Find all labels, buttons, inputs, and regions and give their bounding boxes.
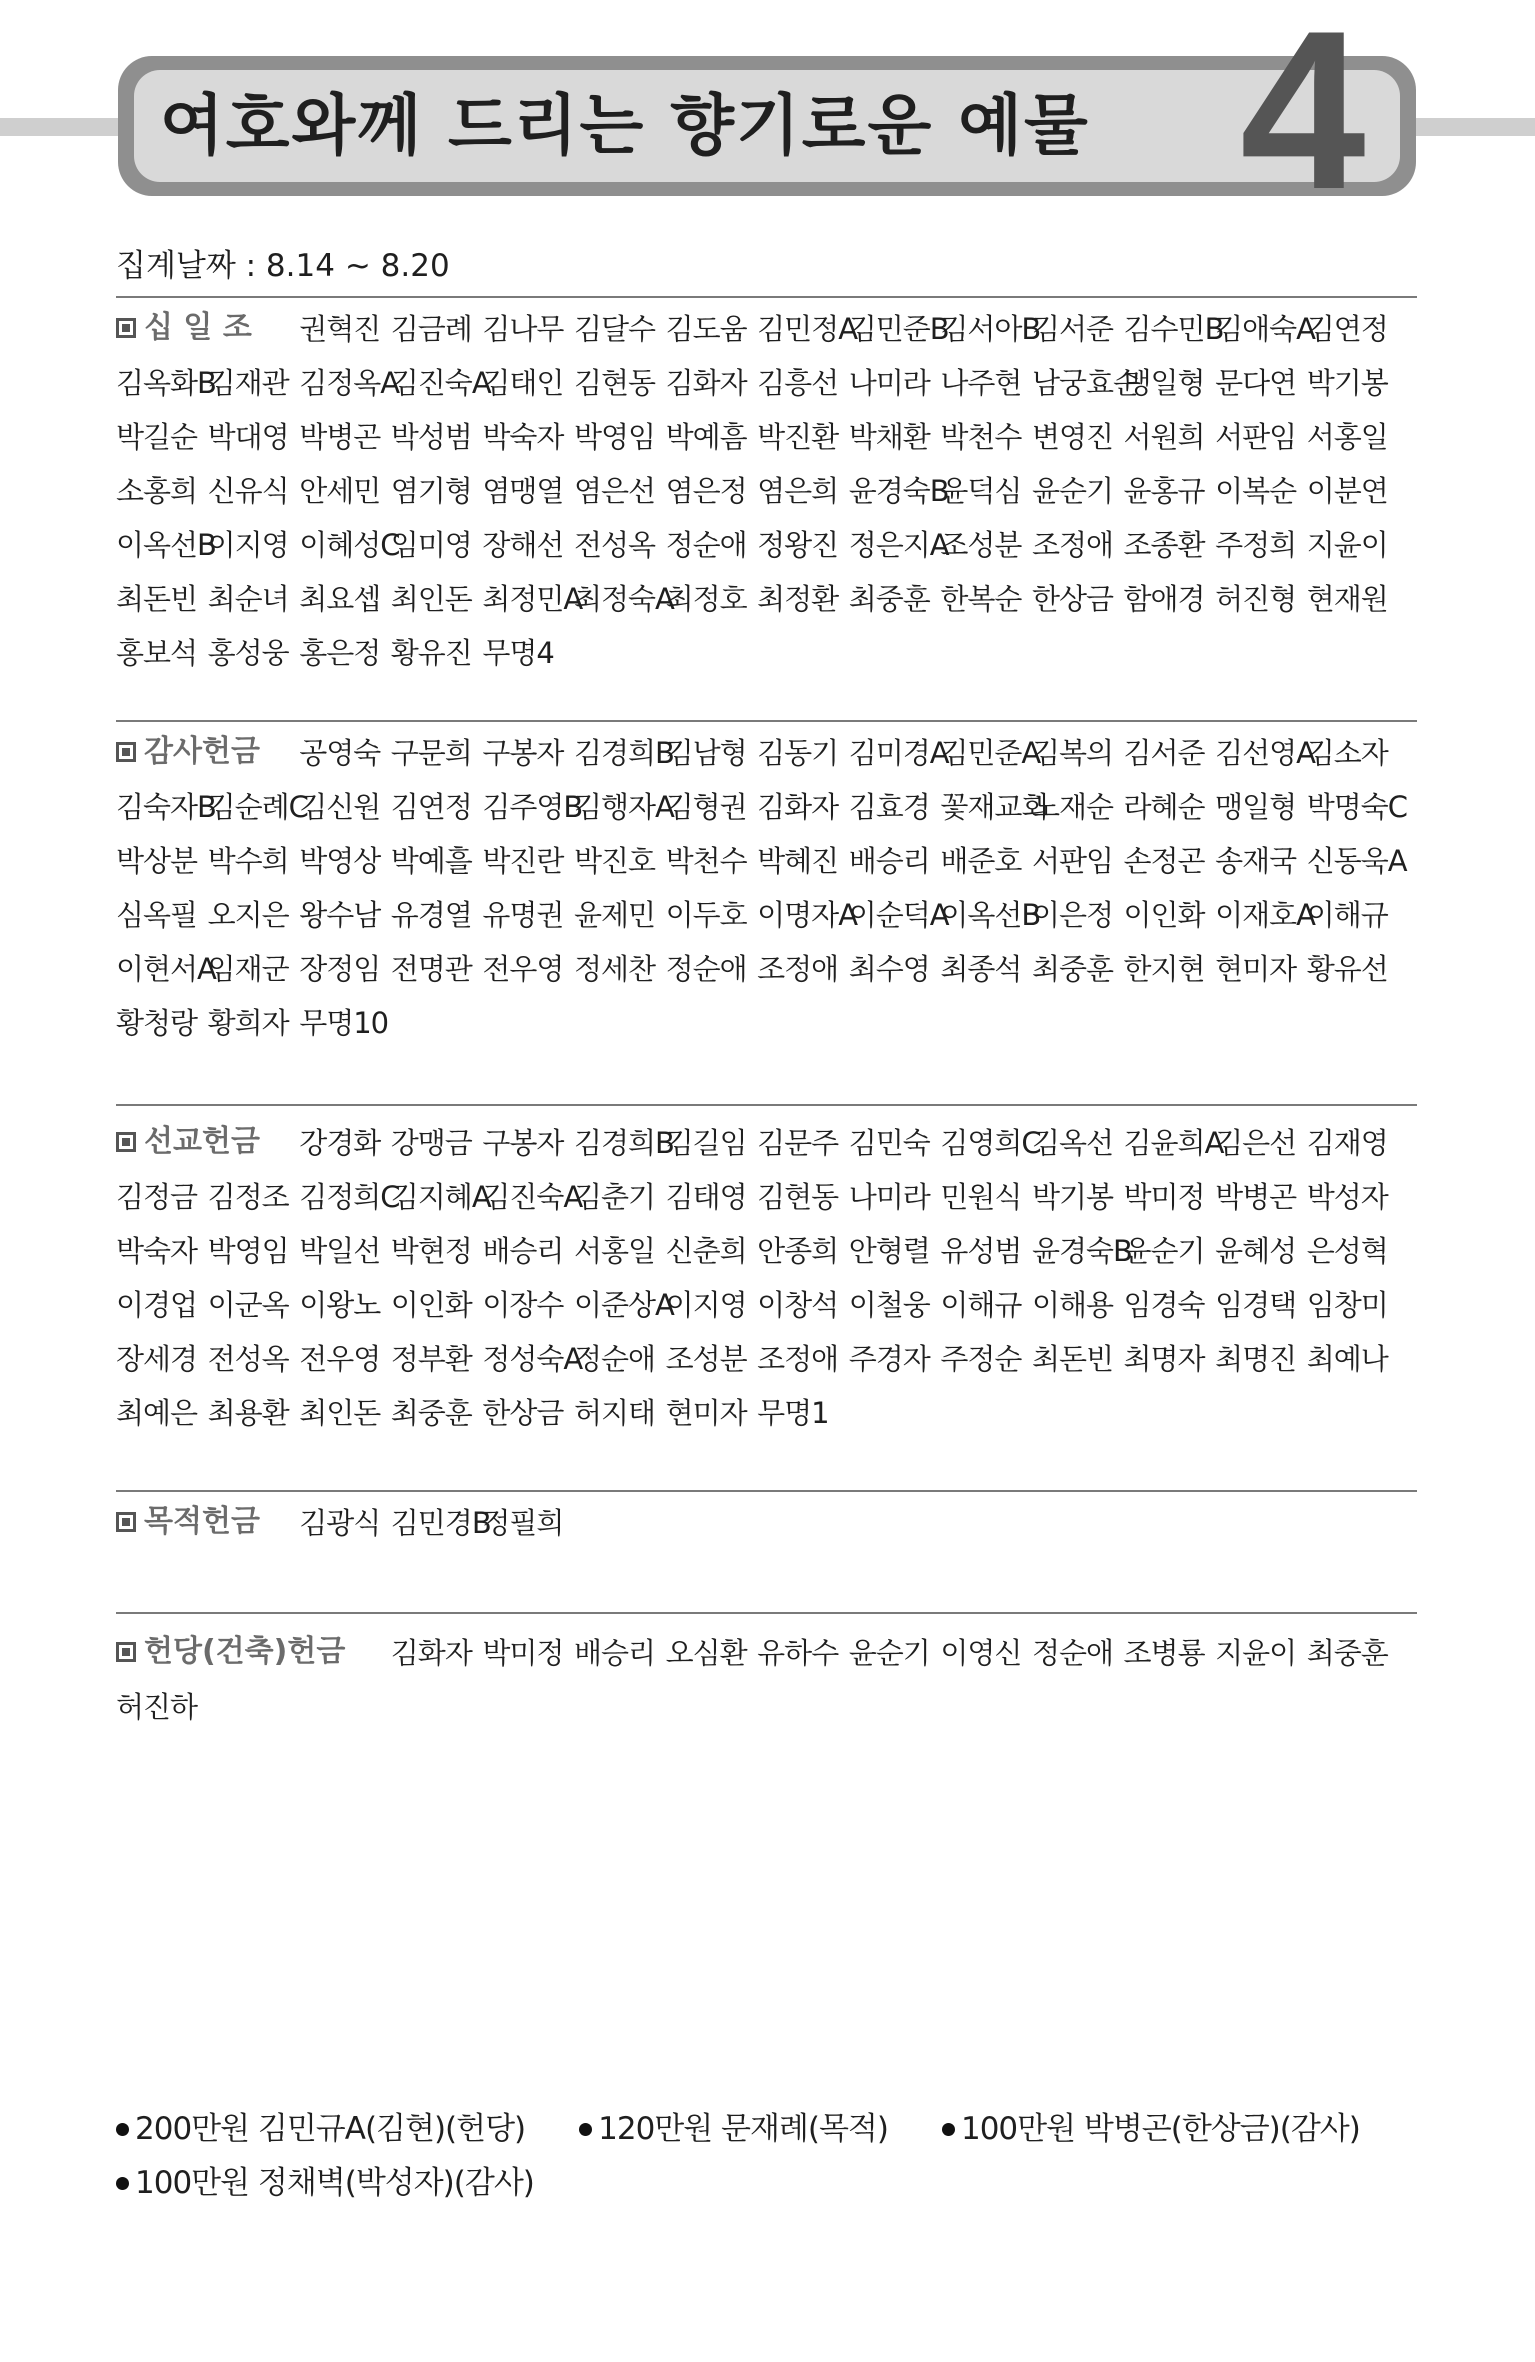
donor-name: 최수영: [848, 952, 930, 986]
donor-name: 최정환: [757, 582, 839, 616]
donor-name: 조종환: [1123, 528, 1205, 562]
donor-name: 김동기: [757, 736, 839, 770]
donor-name: 윤덕심: [940, 474, 1022, 508]
donor-name: 최중훈: [390, 1396, 472, 1430]
donor-name: 허지태: [573, 1396, 656, 1430]
donor-name: 김윤희A: [1123, 1126, 1224, 1160]
donor-name: 서판임: [1031, 844, 1113, 878]
donor-name: 박예흠: [665, 420, 747, 454]
name-grid: [116, 726, 1436, 1050]
donor-name: 권혁진: [299, 312, 381, 346]
donor-name: 이왕노: [299, 1288, 381, 1322]
donor-name: 김흥선: [757, 366, 839, 400]
section-number: 4: [1240, 0, 1366, 236]
donor-name: 라혜순: [1123, 790, 1205, 824]
donor-name: 이영신: [940, 1636, 1022, 1670]
donor-name: 박숙자: [482, 420, 564, 454]
donor-name: 김민경B: [390, 1506, 491, 1540]
donor-name: 박명숙C: [1306, 790, 1408, 824]
donor-name: 박현정: [390, 1234, 472, 1268]
donor-name: 김옥화B: [116, 366, 216, 400]
donation-item: [579, 2102, 888, 2156]
donor-name: 최정호: [665, 582, 747, 616]
donor-name: 한복순: [940, 582, 1022, 616]
donor-name: 김미경A: [848, 736, 949, 770]
donor-name: 박진환: [757, 420, 839, 454]
donor-name: 나미라: [848, 1180, 930, 1214]
donor-name: 김수민B: [1123, 312, 1224, 346]
donor-name: 박병곤: [1215, 1180, 1297, 1214]
donor-name: 유하수: [757, 1636, 839, 1670]
donor-name: 박미정: [482, 1636, 564, 1670]
donor-name: 허진하: [116, 1690, 198, 1724]
donor-name: 장세경: [116, 1342, 198, 1376]
donor-name: 전성옥: [573, 528, 656, 562]
donor-name: 김재관: [207, 366, 289, 400]
donor-name: 이현서A: [116, 952, 216, 986]
donor-name: 이창석: [757, 1288, 839, 1322]
donor-name: 김연정: [390, 790, 472, 824]
donor-name: 김경희B: [573, 1126, 674, 1160]
donor-name: 한상금: [1031, 582, 1113, 616]
donor-name: 박채환: [848, 420, 930, 454]
donor-name: 홍은정: [299, 636, 381, 670]
donor-name: 신동욱A: [1306, 844, 1407, 878]
donation-text: 120만원 문재례(목적): [598, 2111, 888, 2147]
donor-name: 조정애: [757, 1342, 839, 1376]
donor-name: 김형권: [665, 790, 747, 824]
donor-name: 김민정A: [757, 312, 858, 346]
donor-name: 김영희C: [940, 1126, 1041, 1160]
donor-name: 한상금: [482, 1396, 564, 1430]
donor-name: 김민준A: [940, 736, 1041, 770]
donor-name: 최정민A: [482, 582, 583, 616]
donor-name: 최요셉: [299, 582, 381, 616]
donor-name: 서판임: [1215, 420, 1297, 454]
donor-name: 서홍일: [1306, 420, 1388, 454]
donor-name: 김태영: [665, 1180, 747, 1214]
donor-name: 홍보석: [116, 636, 198, 670]
donor-name: 안형렬: [848, 1234, 930, 1268]
section-label-text: 십 일 조: [144, 310, 252, 345]
donor-name: 박길순: [116, 420, 198, 454]
donor-name: 함애경: [1123, 582, 1205, 616]
donor-name: 전우영: [299, 1342, 381, 1376]
donor-name: 나주현: [940, 366, 1022, 400]
donor-name: 염은희: [757, 474, 839, 508]
donor-name: 배승리: [573, 1636, 656, 1670]
donor-name: 김순례C: [207, 790, 308, 824]
donor-name: 배승리: [482, 1234, 564, 1268]
donor-name: 박기봉: [1306, 366, 1388, 400]
section-label-text: 감사헌금: [144, 734, 260, 769]
donation-text: 100만원 정채벽(박성자)(감사): [135, 2165, 534, 2201]
donor-name: 심옥필: [116, 898, 198, 932]
donor-name: 공영숙: [299, 736, 381, 770]
donor-name: 김진숙A: [390, 366, 491, 400]
donor-name: 소홍희: [116, 474, 198, 508]
donor-name: 유성범: [940, 1234, 1022, 1268]
donor-name: 박일선: [299, 1234, 381, 1268]
donor-name: 염은선: [573, 474, 656, 508]
date-range: 집계날짜 : 8.14 ~ 8.20: [116, 248, 450, 284]
donor-name: 이명자A: [757, 898, 858, 932]
donor-name: 황유진: [390, 636, 472, 670]
donation-text: 200만원 김민규A(김현)(헌당): [135, 2111, 526, 2147]
donor-name: 정성숙A: [482, 1342, 583, 1376]
donor-name: 정순애: [1031, 1636, 1113, 1670]
header-stripe-left: [0, 118, 130, 136]
donor-name: 윤경숙B: [1031, 1234, 1132, 1268]
donor-name: 김태인: [482, 366, 564, 400]
page-title: 여호와께 드리는 향기로운 예물: [160, 87, 1090, 164]
donor-name: 최돈빈: [1031, 1342, 1113, 1376]
donor-name: 서홍일: [573, 1234, 656, 1268]
donor-name: 김정희C: [299, 1180, 400, 1214]
donor-name: 김현동: [573, 366, 656, 400]
donor-name: 이경업: [116, 1288, 198, 1322]
donor-name: 김나무: [482, 312, 564, 346]
special-donations: [116, 2102, 1416, 2210]
donor-name: 홍성웅: [207, 636, 289, 670]
donor-name: 무명4: [482, 636, 554, 670]
bullet-icon: [116, 2123, 129, 2136]
donor-name: 이분연: [1306, 474, 1388, 508]
donor-name: 서원희: [1123, 420, 1205, 454]
donor-name: 이순덕A: [848, 898, 949, 932]
donor-name: 이인화: [1123, 898, 1205, 932]
donor-name: 최중훈: [1031, 952, 1113, 986]
section-label-text: 선교헌금: [144, 1124, 260, 1159]
name-grid: [116, 1116, 1436, 1440]
donor-name: 박숙자: [116, 1234, 198, 1268]
section-label: [116, 1496, 299, 1550]
donor-name: 현미자: [1215, 952, 1297, 986]
section-label: [116, 1116, 299, 1170]
donor-name: 오지은: [207, 898, 289, 932]
donor-name: 김은선: [1215, 1126, 1297, 1160]
donor-name: 박천수: [665, 844, 747, 878]
donor-name: 김문주: [757, 1126, 839, 1160]
donor-name: 임경숙: [1123, 1288, 1205, 1322]
donor-name: 윤홍규: [1123, 474, 1205, 508]
donor-name: 염맹열: [482, 474, 564, 508]
donor-name: 김행자A: [573, 790, 674, 824]
donor-name: 이옥선B: [940, 898, 1041, 932]
donor-name: 박천수: [940, 420, 1022, 454]
donor-name: 오심환: [665, 1636, 747, 1670]
donor-name: 김애숙A: [1215, 312, 1316, 346]
donor-name: 배승리: [848, 844, 930, 878]
section-label: [116, 726, 299, 780]
donor-name: 최명진: [1215, 1342, 1297, 1376]
donor-name: 김정옥A: [299, 366, 400, 400]
donor-name: 안종희: [757, 1234, 839, 1268]
donor-name: 윤경숙B: [848, 474, 949, 508]
donor-name: 이인화: [390, 1288, 472, 1322]
donor-name: 윤순기: [848, 1636, 930, 1670]
donor-name: 김주영B: [482, 790, 583, 824]
donor-name: 이준상A: [573, 1288, 674, 1322]
donor-name: 맹일형: [1215, 790, 1297, 824]
donor-name: 김민숙: [848, 1126, 930, 1160]
section-label-text: 목적헌금: [144, 1504, 260, 1539]
donor-name: 이해규: [1306, 898, 1388, 932]
donor-name: 최돈빈: [116, 582, 198, 616]
square-bullet-icon: [116, 742, 136, 762]
section-designated: [116, 1496, 1436, 1550]
donor-name: 김선영A: [1215, 736, 1316, 770]
donor-name: 박대영: [207, 420, 289, 454]
donor-name: 남궁효순: [1031, 366, 1140, 400]
donor-name: 이해용: [1031, 1288, 1113, 1322]
donor-name: 주경자: [848, 1342, 930, 1376]
donor-name: 구문희: [390, 736, 472, 770]
donor-name: 조정애: [757, 952, 839, 986]
donor-name: 정왕진: [757, 528, 839, 562]
donor-name: 정순애: [573, 1342, 656, 1376]
donor-name: 안세민: [299, 474, 381, 508]
donor-name: 최용환: [207, 1396, 289, 1430]
donor-name: 김연정: [1306, 312, 1388, 346]
donor-name: 무명1: [757, 1396, 829, 1430]
donor-name: 최명자: [1123, 1342, 1205, 1376]
section-mission: [116, 1116, 1436, 1440]
donor-name: 윤순기: [1123, 1234, 1205, 1268]
donor-name: 은성혁: [1306, 1234, 1388, 1268]
donor-name: 최중훈: [848, 582, 930, 616]
donor-name: 김현동: [757, 1180, 839, 1214]
donor-name: 김화자: [757, 790, 839, 824]
section-thanksgiving: [116, 726, 1436, 1050]
donation-item: [116, 2102, 525, 2156]
donor-name: 윤제민: [573, 898, 656, 932]
section-label: [116, 302, 299, 356]
donor-name: 김서아B: [940, 312, 1041, 346]
donor-name: 이재호A: [1215, 898, 1316, 932]
donor-name: 박성범: [390, 420, 472, 454]
donor-name: 전명관: [390, 952, 472, 986]
donor-name: 황청랑: [116, 1006, 198, 1040]
donor-name: 최예나: [1306, 1342, 1388, 1376]
donor-name: 이복순: [1215, 474, 1297, 508]
donor-name: 황희자: [207, 1006, 289, 1040]
donor-name: 변영진: [1031, 420, 1113, 454]
donor-name: 최인돈: [299, 1396, 381, 1430]
divider: [116, 1612, 1417, 1614]
donor-name: 김서준: [1123, 736, 1205, 770]
divider: [116, 296, 1417, 298]
donor-name: 박영상: [299, 844, 381, 878]
donor-name: 정부환: [390, 1342, 472, 1376]
donor-name: 구봉자: [482, 736, 564, 770]
donor-name: 박미정: [1123, 1180, 1205, 1214]
donor-name: 장정임: [299, 952, 381, 986]
donor-name: 나미라: [848, 366, 930, 400]
donor-name: 현재원: [1306, 582, 1388, 616]
donor-name: 김진숙A: [482, 1180, 583, 1214]
donor-name: 민원식: [940, 1180, 1022, 1214]
donor-name: 조성분: [665, 1342, 747, 1376]
donor-name: 전성옥: [207, 1342, 289, 1376]
name-grid: [116, 1626, 1436, 1734]
donation-item: [116, 2156, 534, 2210]
donation-item: [942, 2102, 1360, 2156]
section-label: [116, 1626, 391, 1680]
donor-name: 윤순기: [1031, 474, 1113, 508]
donor-name: 정세찬: [573, 952, 656, 986]
square-bullet-icon: [116, 1512, 136, 1532]
donor-name: 박혜진: [757, 844, 839, 878]
donor-name: 유명권: [482, 898, 564, 932]
donor-name: 이지영: [207, 528, 289, 562]
donor-name: 김금례: [390, 312, 472, 346]
donor-name: 김경희B: [573, 736, 674, 770]
donor-name: 김옥선: [1031, 1126, 1113, 1160]
donor-name: 최순녀: [207, 582, 289, 616]
donor-name: 구봉자: [482, 1126, 564, 1160]
donor-name: 김정조: [207, 1180, 289, 1214]
bullet-icon: [579, 2123, 592, 2136]
donor-name: 이옥선B: [116, 528, 216, 562]
donor-name: 지윤이: [1306, 528, 1388, 562]
donor-name: 박성자: [1306, 1180, 1388, 1214]
donor-name: 박상분: [116, 844, 198, 878]
donor-name: 윤혜성: [1215, 1234, 1297, 1268]
donor-name: 박수희: [207, 844, 289, 878]
donor-name: 김서준: [1031, 312, 1113, 346]
donor-name: 이장수: [482, 1288, 564, 1322]
donor-name: 배준호: [940, 844, 1022, 878]
donor-name: 김달수: [573, 312, 656, 346]
donor-name: 꽃재교회: [940, 790, 1049, 824]
donor-name: 한지현: [1123, 952, 1205, 986]
donor-name: 지윤이: [1215, 1636, 1297, 1670]
donor-name: 임창미: [1306, 1288, 1388, 1322]
donor-name: 염은정: [665, 474, 747, 508]
donor-name: 정은지A: [848, 528, 949, 562]
bullet-icon: [942, 2123, 955, 2136]
donor-name: 이지영: [665, 1288, 747, 1322]
donor-name: 박영임: [573, 420, 656, 454]
square-bullet-icon: [116, 1132, 136, 1152]
donor-name: 김화자: [390, 1636, 472, 1670]
donor-name: 김정금: [116, 1180, 198, 1214]
donor-name: 최인돈: [390, 582, 472, 616]
donor-name: 이철웅: [848, 1288, 930, 1322]
donation-text: 100만원 박병곤(한상금)(감사): [960, 2111, 1360, 2147]
donor-name: 주정희: [1215, 528, 1297, 562]
donor-name: 박병곤: [299, 420, 381, 454]
donor-name: 강맹금: [390, 1126, 472, 1160]
square-bullet-icon: [116, 1642, 136, 1662]
divider: [116, 1104, 1417, 1106]
donor-name: 이해규: [940, 1288, 1022, 1322]
donor-name: 김숙자B: [116, 790, 216, 824]
donor-name: 장해선: [482, 528, 564, 562]
donor-name: 임경택: [1215, 1288, 1297, 1322]
donor-name: 박예흘: [390, 844, 472, 878]
name-grid: [116, 302, 1436, 680]
donor-name: 김효경: [848, 790, 930, 824]
donation-row: [116, 2156, 1416, 2210]
donor-name: 이은정: [1031, 898, 1113, 932]
donor-name: 손정곤: [1123, 844, 1205, 878]
donor-name: 조정애: [1031, 528, 1113, 562]
donor-name: 정순애: [665, 528, 747, 562]
donor-name: 김길임: [665, 1126, 747, 1160]
divider: [116, 1490, 1417, 1492]
donor-name: 노재순: [1031, 790, 1113, 824]
donor-name: 주정순: [940, 1342, 1022, 1376]
donor-name: 김지혜A: [390, 1180, 491, 1214]
donor-name: 김재영: [1306, 1126, 1388, 1160]
donor-name: 황유선: [1306, 952, 1388, 986]
section-building: [116, 1626, 1436, 1734]
donor-name: 김남형: [665, 736, 747, 770]
divider: [116, 720, 1417, 722]
donation-row: [116, 2102, 1416, 2156]
square-bullet-icon: [116, 318, 136, 338]
section-label-text: 헌당(건축)헌금: [144, 1634, 346, 1669]
donor-name: 김도움: [665, 312, 747, 346]
donor-name: 김신원: [299, 790, 381, 824]
donor-name: 현미자: [665, 1396, 747, 1430]
bullet-icon: [116, 2177, 129, 2190]
donor-name: 최중훈: [1306, 1636, 1388, 1670]
donor-name: 최예은: [116, 1396, 198, 1430]
donor-name: 박진호: [573, 844, 656, 878]
donor-name: 김광식: [299, 1506, 381, 1540]
donor-name: 왕수남: [299, 898, 381, 932]
donor-name: 박기봉: [1031, 1180, 1113, 1214]
donor-name: 신춘희: [665, 1234, 747, 1268]
donor-name: 박진란: [482, 844, 564, 878]
donor-name: 조성분: [940, 528, 1022, 562]
donor-name: 허진형: [1215, 582, 1297, 616]
donor-name: 임미영: [390, 528, 472, 562]
donor-name: 최종석: [940, 952, 1022, 986]
donor-name: 최정숙A: [573, 582, 674, 616]
donor-name: 이혜성C: [299, 528, 400, 562]
donor-name: 전우영: [482, 952, 564, 986]
donor-name: 강경화: [299, 1126, 381, 1160]
donor-name: 김민준B: [848, 312, 949, 346]
donor-name: 염기형: [390, 474, 472, 508]
donor-name: 박영임: [207, 1234, 289, 1268]
donor-name: 문다연: [1215, 366, 1297, 400]
donor-name: 정필희: [482, 1506, 564, 1540]
donor-name: 이두호: [665, 898, 747, 932]
donor-name: 김화자: [665, 366, 747, 400]
donor-name: 무명10: [299, 1006, 389, 1040]
donor-name: 김춘기: [573, 1180, 656, 1214]
donor-name: 송재국: [1215, 844, 1297, 878]
section-tithe: [116, 302, 1436, 680]
donor-name: 김소자: [1306, 736, 1388, 770]
donor-name: 유경열: [390, 898, 472, 932]
donor-name: 맹일형: [1123, 366, 1205, 400]
name-grid: [116, 1496, 1436, 1550]
donor-name: 이군옥: [207, 1288, 289, 1322]
donor-name: 정순애: [665, 952, 747, 986]
donor-name: 신유식: [207, 474, 289, 508]
donor-name: 임재군: [207, 952, 289, 986]
donor-name: 김복의: [1031, 736, 1113, 770]
donor-name: 조병룡: [1123, 1636, 1205, 1670]
